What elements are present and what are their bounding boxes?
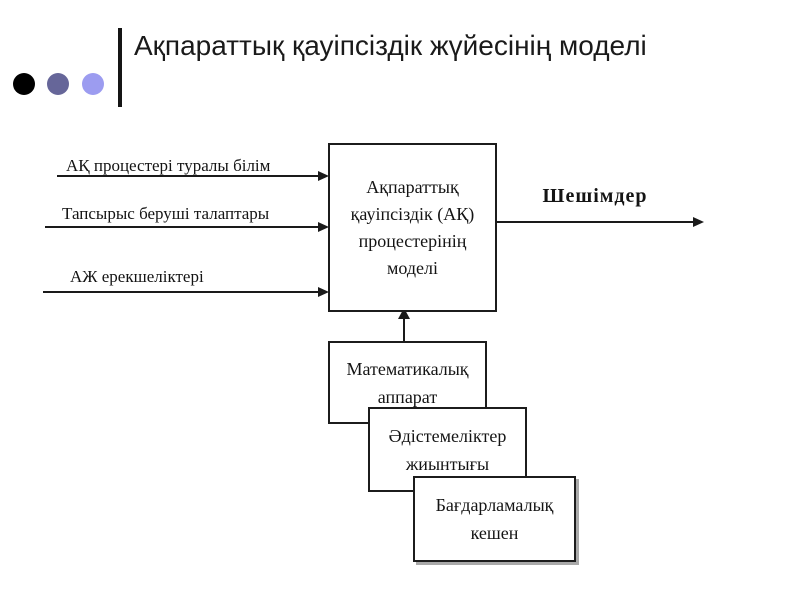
output-arrow-line xyxy=(493,221,694,223)
decor-dot-slate xyxy=(47,73,69,95)
central-model-box xyxy=(328,143,497,312)
decor-dot-periwinkle xyxy=(82,73,104,95)
support-box-line: кешен xyxy=(470,523,519,543)
support-box-line: аппарат xyxy=(377,386,438,407)
central-box-line: процестерінің xyxy=(358,230,467,251)
support-box-line: Бағдарламалық xyxy=(435,495,554,515)
output-label: Шешімдер xyxy=(542,185,648,207)
central-box-line: моделі xyxy=(386,257,438,278)
title-divider-bar xyxy=(118,28,122,107)
input-label-3: АЖ ерекшеліктері xyxy=(70,267,204,286)
support-box-line: жиынтығы xyxy=(405,453,490,474)
support-arrow-line xyxy=(403,317,405,342)
input-arrow-3-line xyxy=(43,291,318,293)
support-box-software xyxy=(413,476,576,562)
central-box-line: қауіпсіздік (АҚ) xyxy=(350,203,475,224)
support-box-line: Математикалық xyxy=(346,358,469,379)
slide-title: Ақпараттық қауіпсіздік жүйесінің моделі xyxy=(134,30,647,61)
input-arrow-1-line xyxy=(57,175,318,177)
input-arrow-2-line xyxy=(45,226,318,228)
central-box-line: Ақпараттық xyxy=(366,176,459,197)
decor-dot-black xyxy=(13,73,35,95)
support-box-line: Әдістемеліктер xyxy=(388,425,507,446)
input-label-1: АҚ процестері туралы білім xyxy=(66,156,271,175)
output-arrow-head-icon xyxy=(693,217,704,227)
input-label-2: Тапсырыс беруші талаптары xyxy=(62,204,270,223)
